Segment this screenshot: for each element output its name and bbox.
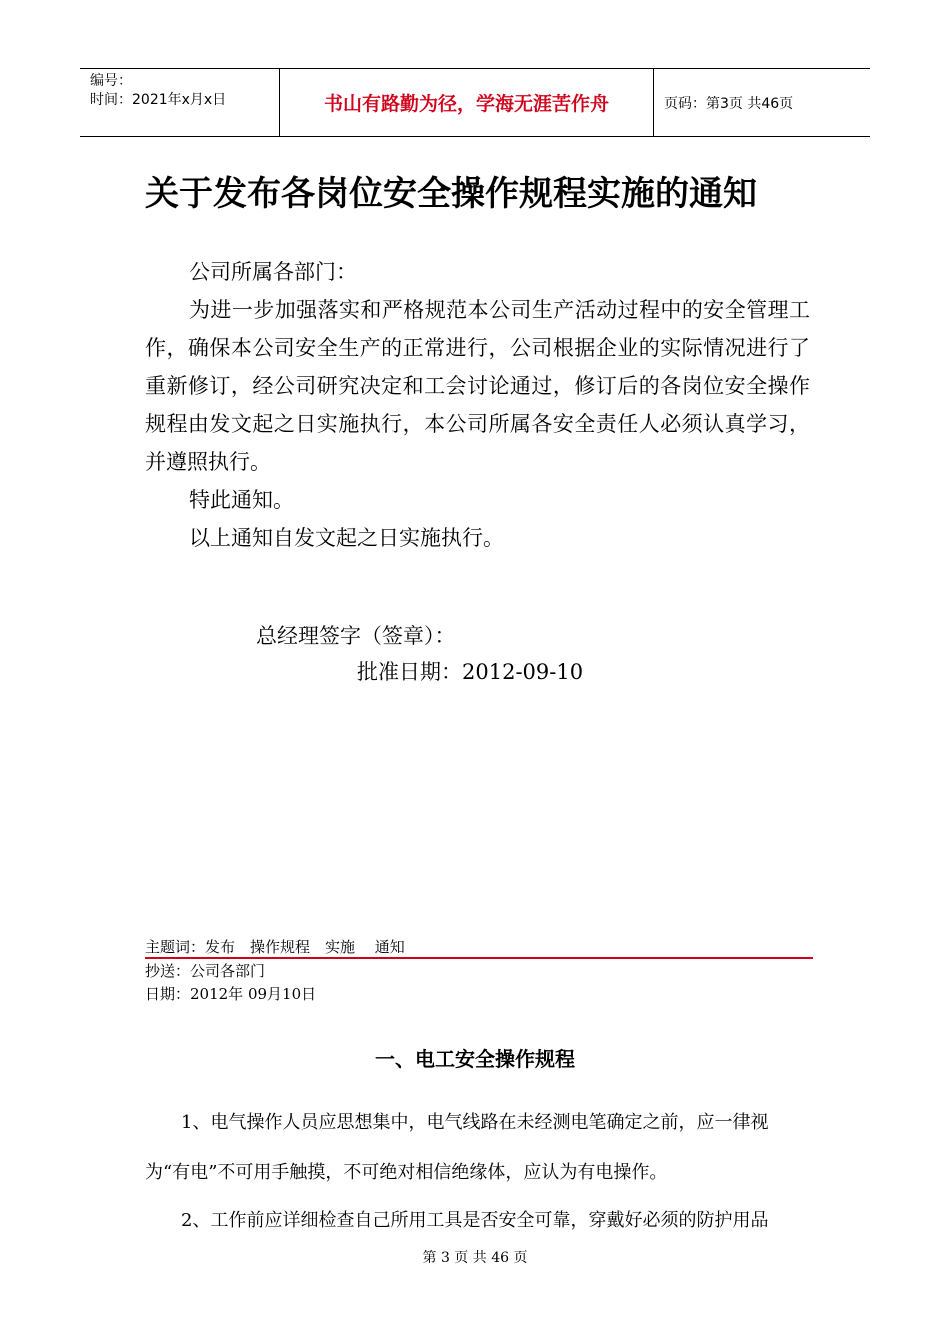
document-title: 关于发布各岗位安全操作规程实施的通知: [145, 174, 757, 214]
notice-paragraph: 为进一步加强落实和严格规范本公司生产活动过程中的安全管理工作，确保本公司安全生产的正常进行，公司根据企业的实际情况进行了重新修订，经公司研究决定和工会讨论通过，修订后的各岗位安全操作规程由发文起之日实施执行，本公司所属各安全责任人必须认真学习，并遵照执行。: [145, 298, 810, 474]
red-divider: [145, 957, 813, 959]
keywords-line: 主题词：发布 操作规程 实施 通知: [145, 938, 405, 956]
header-meta-cell: [80, 69, 280, 136]
cc-line: 抄送：公司各部门: [145, 962, 266, 980]
rule-2-line-1: 2、工作前应详细检查自己所用工具是否安全可靠，穿戴好必须的防护用品: [181, 1210, 769, 1231]
document-number-label: 编号：: [90, 73, 132, 89]
signer-line: 总经理签字（签章）：: [256, 624, 456, 648]
salutation: 公司所属各部门：: [189, 260, 357, 284]
notice-body: [145, 253, 810, 557]
rule-1-line-1: 1、电气操作人员应思想集中，电气线路在未经测电笔确定之前，应一律视: [181, 1112, 769, 1133]
rule-1-line-2: 为“有电”不可用手触摸，不可绝对相信绝缘体，应认为有电操作。: [145, 1162, 668, 1183]
effective-statement: 以上通知自发文起之日实施执行。: [189, 526, 504, 550]
document-time-label: 时间：2021年x月x日: [90, 92, 227, 108]
document-header: [80, 68, 870, 137]
page-footer: 第 3 页 共 46 页: [422, 1250, 528, 1266]
header-motto: 书山有路勤为径，学海无涯苦作舟: [280, 69, 654, 136]
header-page-info: 页码：第3页 共46页: [664, 95, 794, 112]
approval-date: 批准日期：2012-09-10: [357, 660, 584, 684]
meta-date-line: 日期：2012年 09月10日: [145, 985, 317, 1003]
notice-closing: 特此通知。: [189, 488, 294, 512]
section-title: 一、电工安全操作规程: [375, 1047, 575, 1071]
